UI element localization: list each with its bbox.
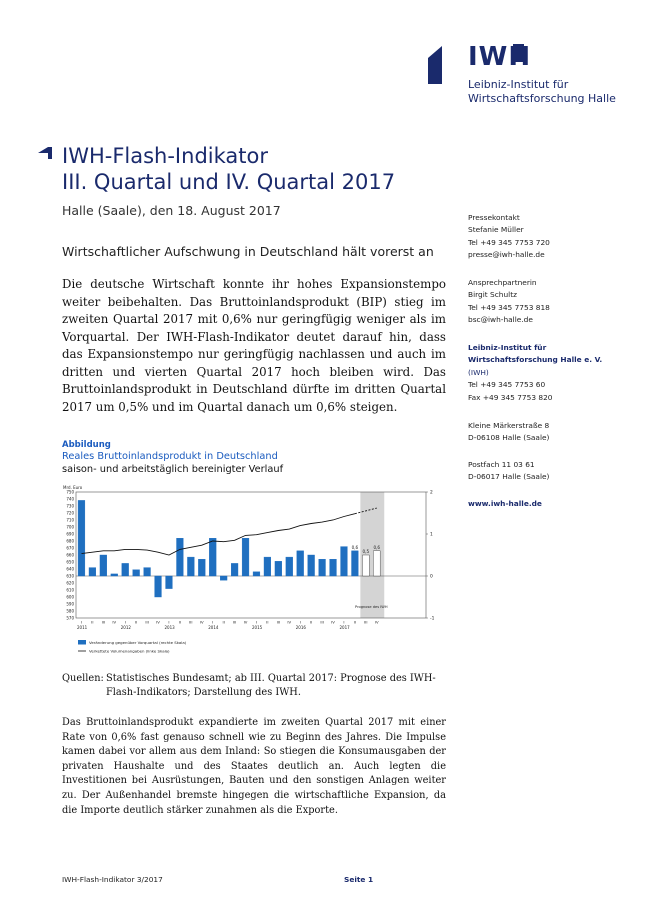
- quarter-tick-label: II: [91, 619, 94, 625]
- quarter-tick-label: II: [135, 619, 138, 625]
- year-tick-label: 2012: [120, 625, 131, 630]
- bar-change: [166, 576, 173, 589]
- press-email-link[interactable]: presse@iwh-halle.de: [468, 250, 545, 260]
- right-tick-label: 0: [430, 574, 433, 580]
- bar-change: [362, 555, 369, 576]
- left-tick-label: 650: [66, 559, 74, 565]
- bar-change: [286, 557, 293, 576]
- left-tick-label: 720: [66, 510, 74, 516]
- sources: Quellen: Statistisches Bundesamt; ab III. Quartal 2017: Prognose des IWH-Flash-Indikators; Darstellung des IWH.: [62, 673, 436, 698]
- left-tick-label: 730: [66, 503, 74, 509]
- quarter-tick-label: III: [145, 619, 149, 625]
- forecast-label: Prognose des IWH: [355, 605, 388, 609]
- bar-change: [231, 563, 238, 576]
- quarter-tick-label: IV: [331, 619, 335, 625]
- left-tick-label: 750: [66, 489, 74, 495]
- legend-bar-swatch: [78, 640, 86, 645]
- left-tick-label: 640: [66, 566, 74, 572]
- quarter-tick-label: IV: [199, 619, 204, 625]
- quarter-tick-label: IV: [156, 619, 160, 625]
- left-tick-label: 630: [66, 573, 74, 579]
- bar-change: [297, 551, 304, 576]
- logo-name: IWH: [468, 42, 532, 72]
- year-tick-label: 2014: [208, 625, 219, 630]
- subheading: Wirtschaftlicher Aufschwung in Deutschland hält vorerst an: [62, 244, 434, 259]
- right-tick-label: 1: [430, 532, 433, 538]
- bar-change: [133, 570, 140, 576]
- right-tick-label: 2: [430, 490, 433, 496]
- page-title: IWH-Flash-Indikator III. Quartal und IV. Quartal 2017: [62, 144, 396, 194]
- quarter-tick-label: I: [124, 619, 126, 625]
- bar-change: [144, 568, 151, 576]
- body-paragraph: Das Bruttoinlandsprodukt expandierte im zweiten Quartal 2017 mit einer Rate von 0,6% fast genauso schnell wie zu Beginn des Jahres. Die Impulse kamen dabei vor allem aus dem Inland: So stiegen die Konsumausgaben der privaten Haushalte und des Staates deutlich an. Auch legten die Investitionen bei Ausrüstungen, Bauten und den sonstigen Anlagen weiter zu. Der Außenhandel bremste hingegen die wirtschaftliche Expansion, da die Importe deutlich stärker zunahmen als die Exporte.: [62, 717, 446, 816]
- left-tick-label: 670: [66, 545, 74, 551]
- bar-change: [89, 568, 96, 576]
- bar-change: [308, 555, 315, 576]
- quarter-tick-label: II: [222, 619, 225, 625]
- left-tick-label: 590: [66, 601, 74, 607]
- logo-subtitle: Leibniz-Institut für Wirtschaftsforschung Halle: [468, 78, 616, 105]
- year-tick-label: 2011: [77, 625, 88, 630]
- footer-publication: IWH-Flash-Indikator 3/2017: [62, 875, 163, 884]
- quarter-tick-label: III: [232, 619, 237, 625]
- left-tick-label: 690: [66, 531, 74, 537]
- bar-change: [177, 538, 184, 576]
- bar-change: [373, 551, 380, 576]
- address: Kleine Märkerstraße 8 D-06108 Halle (Saale): [468, 421, 550, 443]
- quarter-tick-label: II: [266, 619, 269, 625]
- year-tick-label: 2015: [252, 625, 263, 630]
- bar-change: [264, 557, 271, 576]
- gdp-chart: [62, 484, 442, 662]
- bar-data-label: 0,5: [362, 549, 370, 554]
- quarter-tick-label: I: [168, 619, 170, 625]
- quarter-tick-label: I: [255, 619, 258, 625]
- bar-change: [100, 555, 107, 576]
- bar-change: [122, 563, 129, 576]
- quarter-tick-label: III: [364, 619, 368, 625]
- right-tick-label: -1: [430, 616, 435, 622]
- left-tick-label: 740: [66, 496, 74, 502]
- left-tick-label: 710: [66, 517, 74, 523]
- bar-change: [198, 559, 205, 576]
- po-box: Postfach 11 03 61 D-06017 Halle (Saale): [468, 460, 550, 482]
- legend-bar-label: Veränderung gegenüber Vorquartal (rechte Skala): [89, 640, 187, 645]
- press-date: Halle (Saale), den 18. August 2017: [62, 203, 281, 218]
- quarter-tick-label: II: [353, 619, 357, 625]
- bar-change: [352, 551, 359, 576]
- bar-data-label: 0,6: [351, 544, 359, 550]
- lead-paragraph: Die deutsche Wirtschaft konnte ihr hohes Expansionstempo weiter beibehalten. Das Bruttoinlandsprodukt (BIP) stieg im zweiten Quartal 2017 mit 0,6% nur geringfügig weniger als im Vorquartal. Der IWH-Flash-Indikator deutet darauf hin, dass das Expansionstempo nur geringfügig nachlassen und auch im dritten und vierten Quartal 2017 hoch bleiben wird. Das Bruttoinlandsprodukt in Deutschland dürfte im dritten Quartal 2017 um 0,5% und im Quartal danach um 0,6% steigen.: [62, 277, 446, 414]
- bar-change: [330, 559, 337, 576]
- figure-title: Reales Bruttoinlandsprodukt in Deutschland: [62, 451, 278, 462]
- legend-line-label: Verkettete Volumenangaben (linke Skala): [89, 648, 170, 654]
- left-tick-label: 580: [66, 608, 74, 614]
- bar-change: [319, 559, 326, 576]
- left-tick-label: 700: [66, 524, 74, 530]
- bar-change: [341, 547, 348, 576]
- quarter-tick-label: IV: [112, 619, 117, 625]
- bar-change: [155, 576, 162, 597]
- figure-subtitle: saison- und arbeitstäglich bereinigter Verlauf: [62, 464, 284, 475]
- left-tick-label: 620: [66, 580, 74, 586]
- bar-change: [111, 574, 118, 576]
- year-tick-label: 2016: [295, 625, 306, 630]
- quarter-tick-label: IV: [243, 619, 248, 625]
- left-tick-label: 600: [66, 594, 74, 600]
- quarter-tick-label: III: [320, 619, 324, 625]
- left-tick-label: 660: [66, 552, 74, 558]
- press-contact: Pressekontakt Stefanie Müller Tel +49 345 7753 720 presse@iwh-halle.de: [468, 212, 628, 262]
- quarter-tick-label: I: [212, 619, 214, 625]
- quarter-tick-label: III: [101, 619, 106, 625]
- bar-change: [209, 538, 216, 576]
- left-tick-label: 610: [66, 587, 74, 593]
- left-axis-unit: Mrd. Euro: [63, 485, 83, 490]
- quarter-tick-label: IV: [374, 619, 379, 625]
- volume-line: [82, 514, 355, 555]
- quarter-tick-label: I: [299, 619, 301, 625]
- bar-change: [275, 561, 282, 576]
- bar-change: [187, 557, 194, 576]
- contact-person: Ansprechpartnerin Birgit Schultz Tel +49 345 7753 818 bsc@iwh-halle.de: [468, 277, 628, 327]
- bar-data-label: 0,6: [373, 544, 381, 550]
- left-tick-label: 680: [66, 538, 74, 544]
- bar-change: [253, 572, 260, 576]
- year-tick-label: 2017: [339, 625, 350, 630]
- quarter-tick-label: III: [189, 619, 193, 625]
- year-tick-label: 2013: [164, 625, 175, 630]
- quarter-tick-label: I: [80, 619, 83, 625]
- quarter-tick-label: I: [343, 619, 345, 625]
- bar-change: [78, 500, 85, 576]
- bar-change: [220, 576, 227, 580]
- quarter-tick-label: IV: [287, 619, 292, 625]
- quarter-tick-label: II: [310, 619, 313, 625]
- footer-page-number: Seite 1: [344, 875, 374, 884]
- bar-change: [242, 538, 249, 576]
- institute-info: Leibniz-Institut für Wirtschaftsforschung Halle e. V. (IWH) Tel +49 345 7753 60 Fax +49 345 7753 820: [468, 343, 603, 402]
- figure-label: Abbildung: [62, 440, 111, 450]
- quarter-tick-label: II: [178, 619, 182, 625]
- title-marker-icon: [38, 147, 52, 161]
- quarter-tick-label: III: [276, 619, 281, 625]
- website-link[interactable]: www.iwh-halle.de: [468, 499, 542, 508]
- left-tick-label: 570: [66, 615, 74, 621]
- contact-email-link[interactable]: bsc@iwh-halle.de: [468, 315, 533, 325]
